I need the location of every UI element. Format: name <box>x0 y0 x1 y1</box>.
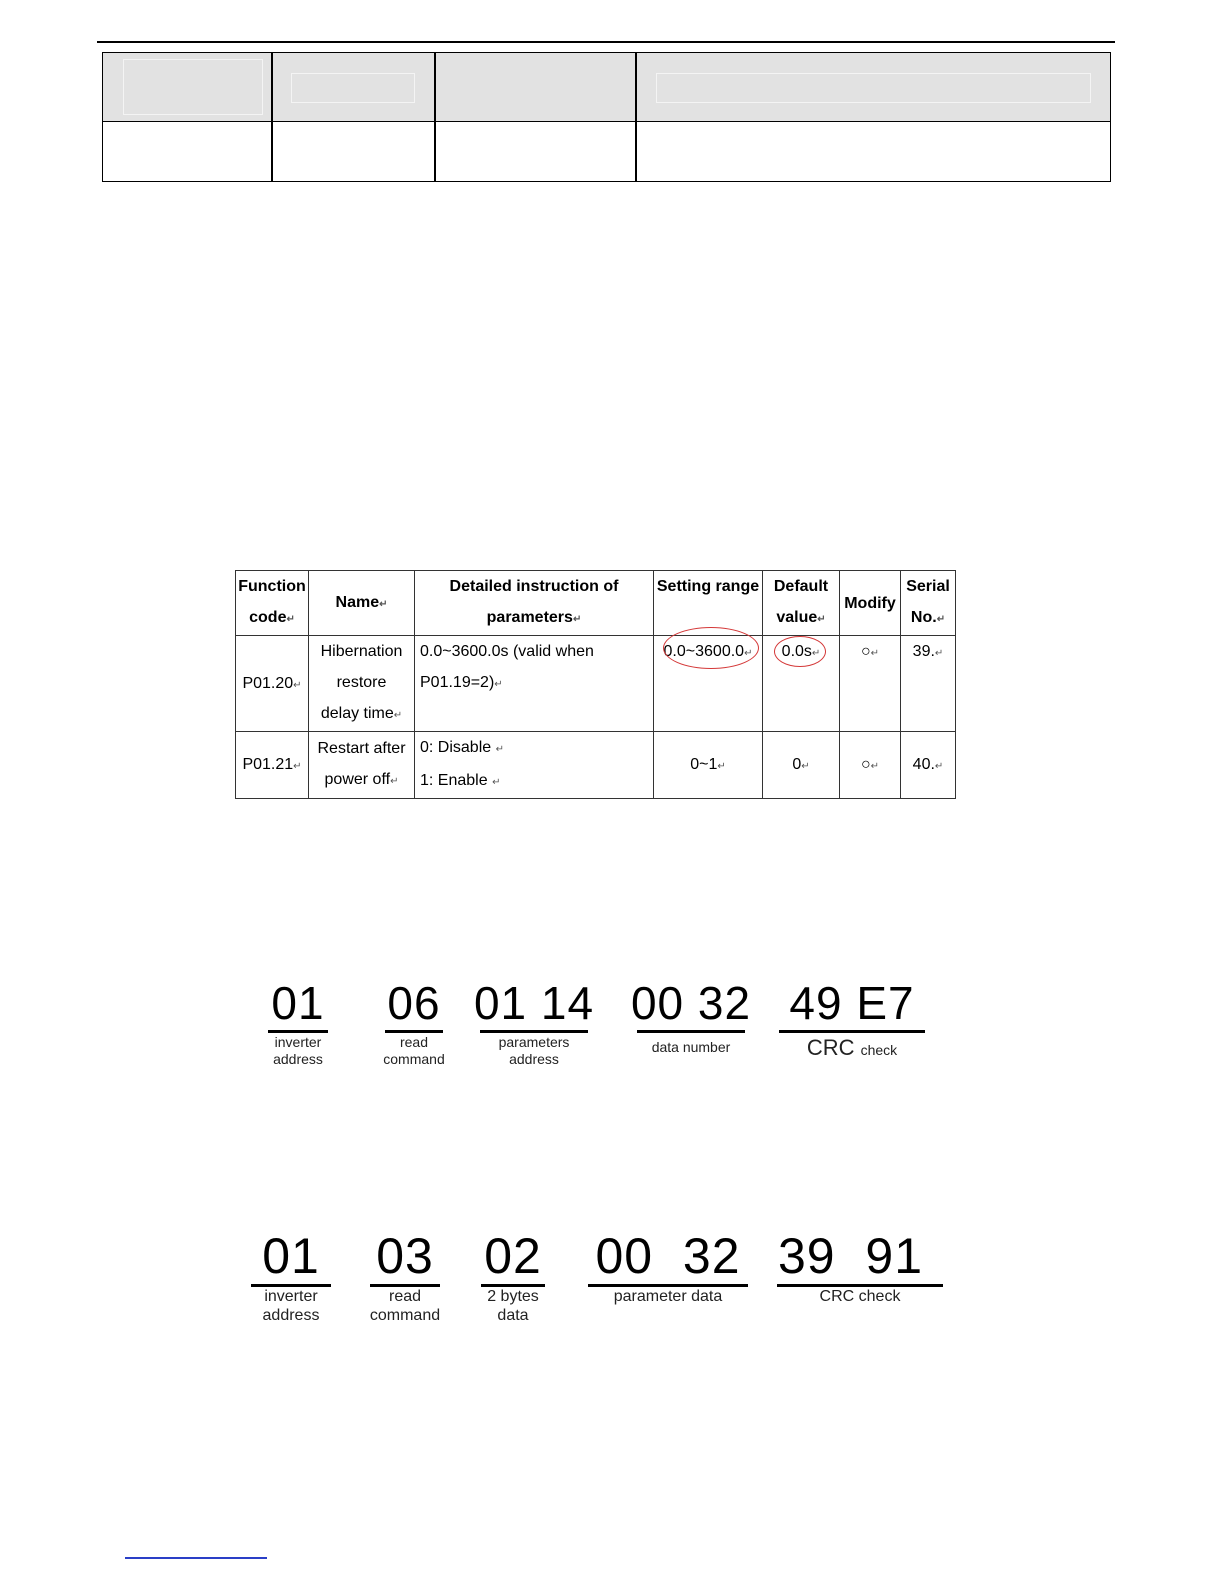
header-default: Default value↵ <box>763 571 840 636</box>
header-setting-range: Setting range <box>654 571 763 636</box>
header-serial: Serial No.↵ <box>901 571 956 636</box>
parameter-table <box>235 570 956 799</box>
top-table <box>102 52 1111 182</box>
frame-field-byte-count: 02 2 bytes data <box>477 1228 549 1326</box>
table-row <box>236 732 956 799</box>
check-label: check <box>860 1042 898 1058</box>
row1-serial: 39.↵ <box>901 636 956 732</box>
table-row <box>236 636 956 732</box>
frame-field-address: 01 inverter address <box>266 976 330 1067</box>
faint-box <box>291 73 415 103</box>
frame-field-command: 03 read command <box>369 1228 441 1325</box>
row2-default: 0↵ <box>763 732 840 799</box>
row2-range: 0~1↵ <box>654 732 763 799</box>
frame-field-parameter-address: 01 14 parameters address <box>473 977 595 1068</box>
frame-field-crc: 49 E7 CRC check <box>778 976 926 1060</box>
header-rule <box>97 41 1115 43</box>
crc-label: CRC <box>806 1035 855 1060</box>
row2-detail: 0: Disable ↵ 1: Enable ↵ <box>415 732 654 799</box>
frame-field-crc: 39 91 CRC check <box>776 1228 944 1306</box>
footer-link-underline[interactable] <box>125 1557 267 1559</box>
top-table-divider <box>635 53 637 181</box>
row1-range: 0.0~3600.0↵ <box>654 636 763 732</box>
row1-default: 0.0s↵ <box>763 636 840 732</box>
faint-box <box>656 73 1091 103</box>
top-table-divider <box>271 53 273 181</box>
row2-modify: ○↵ <box>840 732 901 799</box>
frame-field-address: 01 inverter address <box>250 1228 332 1326</box>
row1-code: P01.20↵ <box>236 636 309 732</box>
frame-field-parameter-data: 00 32 parameter data <box>587 1228 749 1306</box>
row1-modify: ○↵ <box>840 636 901 732</box>
row2-code: P01.21↵ <box>236 732 309 799</box>
faint-box <box>123 59 263 115</box>
header-name: Name↵ <box>309 571 415 636</box>
frame-field-command: 06 read command <box>383 977 445 1068</box>
row2-serial: 40.↵ <box>901 732 956 799</box>
row1-detail: 0.0~3600.0s (valid when P01.19=2)↵ <box>415 636 654 732</box>
header-modify: Modify <box>840 571 901 636</box>
header-function-code: Function code↵ <box>236 571 309 636</box>
row2-name: Restart after power off↵ <box>309 732 415 799</box>
row1-name: Hibernation restore delay time↵ <box>309 636 415 732</box>
top-table-divider <box>434 53 436 181</box>
table-header-row <box>236 571 956 636</box>
frame-field-data-number: 00 32 data number <box>630 977 752 1055</box>
header-detailed: Detailed instruction of parameters↵ <box>415 571 654 636</box>
